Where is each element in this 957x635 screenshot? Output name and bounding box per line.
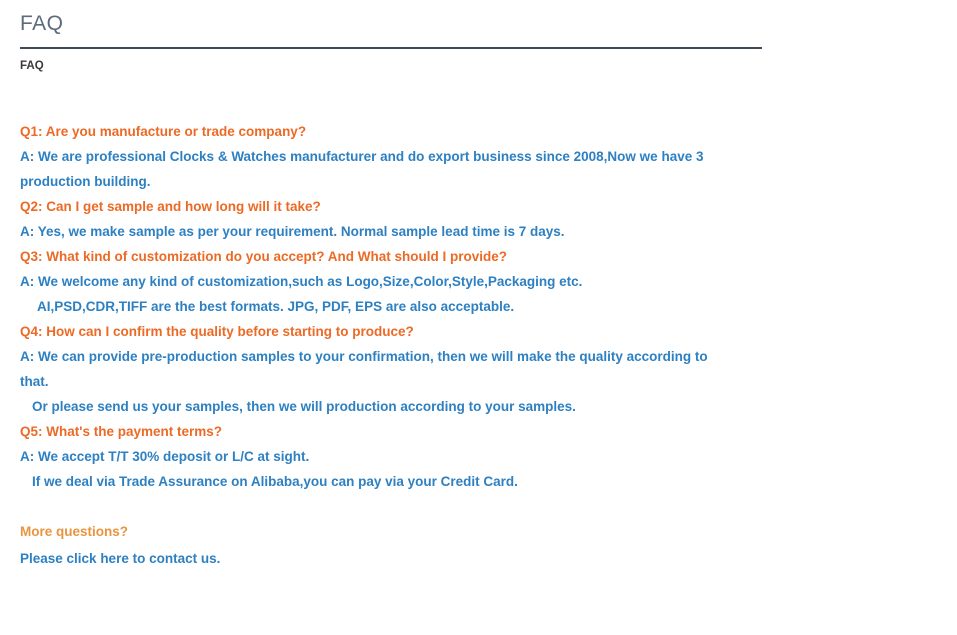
faq-answer-1-line-1: A: We are professional Clocks & Watches manufacturer and do export business since 2008,Now we have 3 — [20, 149, 704, 164]
faq-answer-4-line-1: A: We can provide pre-production samples to your confirmation, then we will make the quality according to — [20, 349, 708, 364]
faq-answer-5-line-1: A: We accept T/T 30% deposit or L/C at sight. — [20, 449, 310, 464]
faq-answer-5-line-2: If we deal via Trade Assurance on Alibaba,you can pay via your Credit Card. — [32, 474, 518, 489]
faq-list — [20, 119, 957, 571]
faq-answer-4-line-3: Or please send us your samples, then we will production according to your samples. — [32, 399, 576, 414]
faq-answer-3-line-2: AI,PSD,CDR,TIFF are the best formats. JPG, PDF, EPS are also acceptable. — [37, 299, 515, 314]
faq-question-1: Q1: Are you manufacture or trade company? — [20, 124, 307, 139]
faq-answer-2-line-1: A: Yes, we make sample as per your requirement. Normal sample lead time is 7 days. — [20, 224, 565, 239]
faq-question-4: Q4: How can I confirm the quality before starting to produce? — [20, 324, 414, 339]
faq-answer-1-line-2: production building. — [20, 174, 151, 189]
faq-question-2: Q2: Can I get sample and how long will it take? — [20, 199, 321, 214]
faq-footer — [20, 519, 957, 571]
more-questions-label: More questions? — [20, 524, 129, 539]
faq-question-5: Q5: What's the payment terms? — [20, 424, 222, 439]
faq-answer-3-line-1: A: We welcome any kind of customization,such as Logo,Size,Color,Style,Packaging etc. — [20, 274, 583, 289]
section-label: FAQ — [20, 60, 44, 72]
page-title: FAQ — [20, 12, 64, 35]
contact-us-link[interactable]: Please click here to contact us. — [20, 551, 221, 566]
faq-question-3: Q3: What kind of customization do you accept? And What should I provide? — [20, 249, 508, 264]
faq-answer-4-line-2: that. — [20, 374, 49, 389]
title-divider — [20, 47, 762, 49]
